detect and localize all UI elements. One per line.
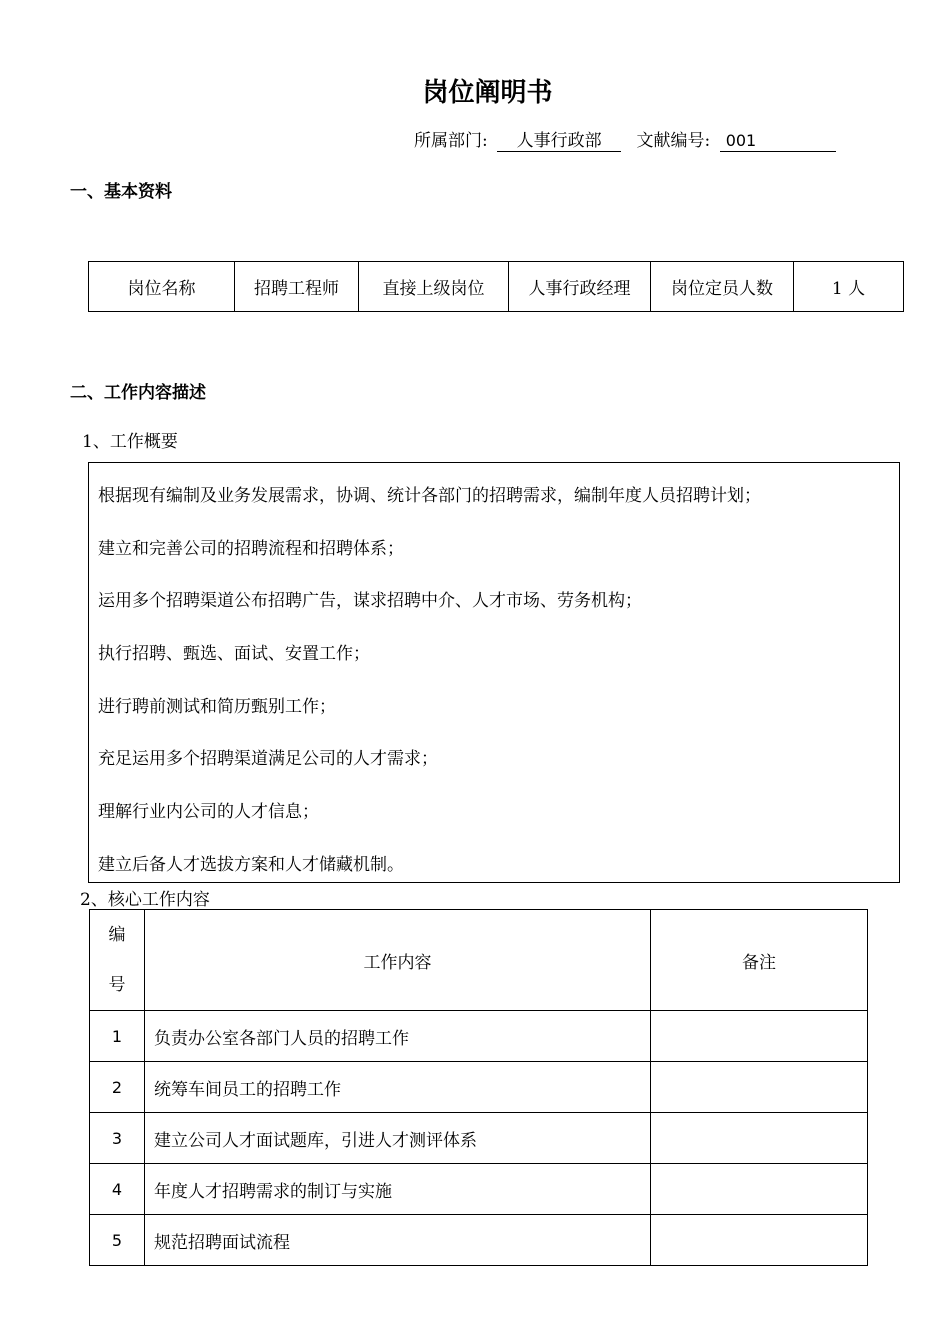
- table-header-row: [90, 910, 868, 1011]
- row-number: 4: [90, 1164, 145, 1215]
- doc-no-value: 001: [720, 131, 836, 152]
- core-work-table: [89, 909, 868, 1266]
- dept-label: 所属部门:: [414, 131, 488, 151]
- table-row: [90, 1113, 868, 1164]
- subheading-core-work: 2、核心工作内容: [80, 890, 210, 910]
- summary-box: [88, 462, 900, 883]
- header-number-line-2: 号: [108, 975, 126, 995]
- row-number: 1: [90, 1011, 145, 1062]
- summary-line: 理解行业内公司的人才信息；: [98, 802, 319, 823]
- row-note: [651, 1113, 868, 1164]
- row-number: 2: [90, 1062, 145, 1113]
- table-cell: 岗位定员人数: [651, 262, 794, 312]
- summary-line: 根据现有编制及业务发展需求，协调、统计各部门的招聘需求，编制年度人员招聘计划；: [98, 486, 761, 506]
- dept-value: 人事行政部: [497, 131, 621, 152]
- row-note: [651, 1215, 868, 1266]
- row-note: [651, 1062, 868, 1113]
- row-content: 建立公司人才面试题库，引进人才测评体系: [145, 1113, 651, 1164]
- summary-line: 充足运用多个招聘渠道满足公司的人才需求；: [98, 749, 438, 770]
- table-row: [89, 262, 904, 312]
- header-number: [90, 910, 145, 1011]
- table-cell: 人事行政经理: [509, 262, 651, 312]
- section-heading-job-description: 二、工作内容描述: [70, 383, 206, 403]
- row-content: 年度人才招聘需求的制订与实施: [145, 1164, 651, 1215]
- row-content: 规范招聘面试流程: [145, 1215, 651, 1266]
- summary-line: 执行招聘、甄选、面试、安置工作；: [98, 644, 370, 665]
- row-content: 统筹车间员工的招聘工作: [145, 1062, 651, 1113]
- table-row: [90, 1011, 868, 1062]
- row-note: [651, 1164, 868, 1215]
- row-content: 负责办公室各部门人员的招聘工作: [145, 1011, 651, 1062]
- table-cell: 岗位名称: [89, 262, 235, 312]
- basic-info-table: [88, 261, 904, 312]
- table-row: [90, 1215, 868, 1266]
- header-number-line-1: 编: [108, 925, 126, 945]
- table-cell: 1 人: [794, 262, 904, 312]
- summary-line: 建立和完善公司的招聘流程和招聘体系；: [98, 538, 404, 559]
- section-heading-basic: 一、基本资料: [70, 182, 172, 202]
- doc-no-label: 文献编号:: [636, 131, 711, 151]
- document-meta: [414, 126, 836, 152]
- row-number: 3: [90, 1113, 145, 1164]
- summary-line: 运用多个招聘渠道公布招聘广告，谋求招聘中介、人才市场、劳务机构；: [98, 591, 642, 612]
- table-cell: 招聘工程师: [235, 262, 359, 312]
- header-note: 备注: [651, 910, 868, 1011]
- table-row: [90, 1062, 868, 1113]
- table-cell: 直接上级岗位: [359, 262, 509, 312]
- table-row: [90, 1164, 868, 1215]
- subheading-summary: 1、工作概要: [82, 432, 178, 452]
- row-note: [651, 1011, 868, 1062]
- row-number: 5: [90, 1215, 145, 1266]
- header-content: 工作内容: [145, 910, 651, 1011]
- document-title: 岗位阐明书: [422, 78, 553, 108]
- summary-line: 进行聘前测试和简历甄别工作；: [98, 696, 336, 717]
- summary-line: 建立后备人才选拔方案和人才储藏机制。: [98, 854, 404, 875]
